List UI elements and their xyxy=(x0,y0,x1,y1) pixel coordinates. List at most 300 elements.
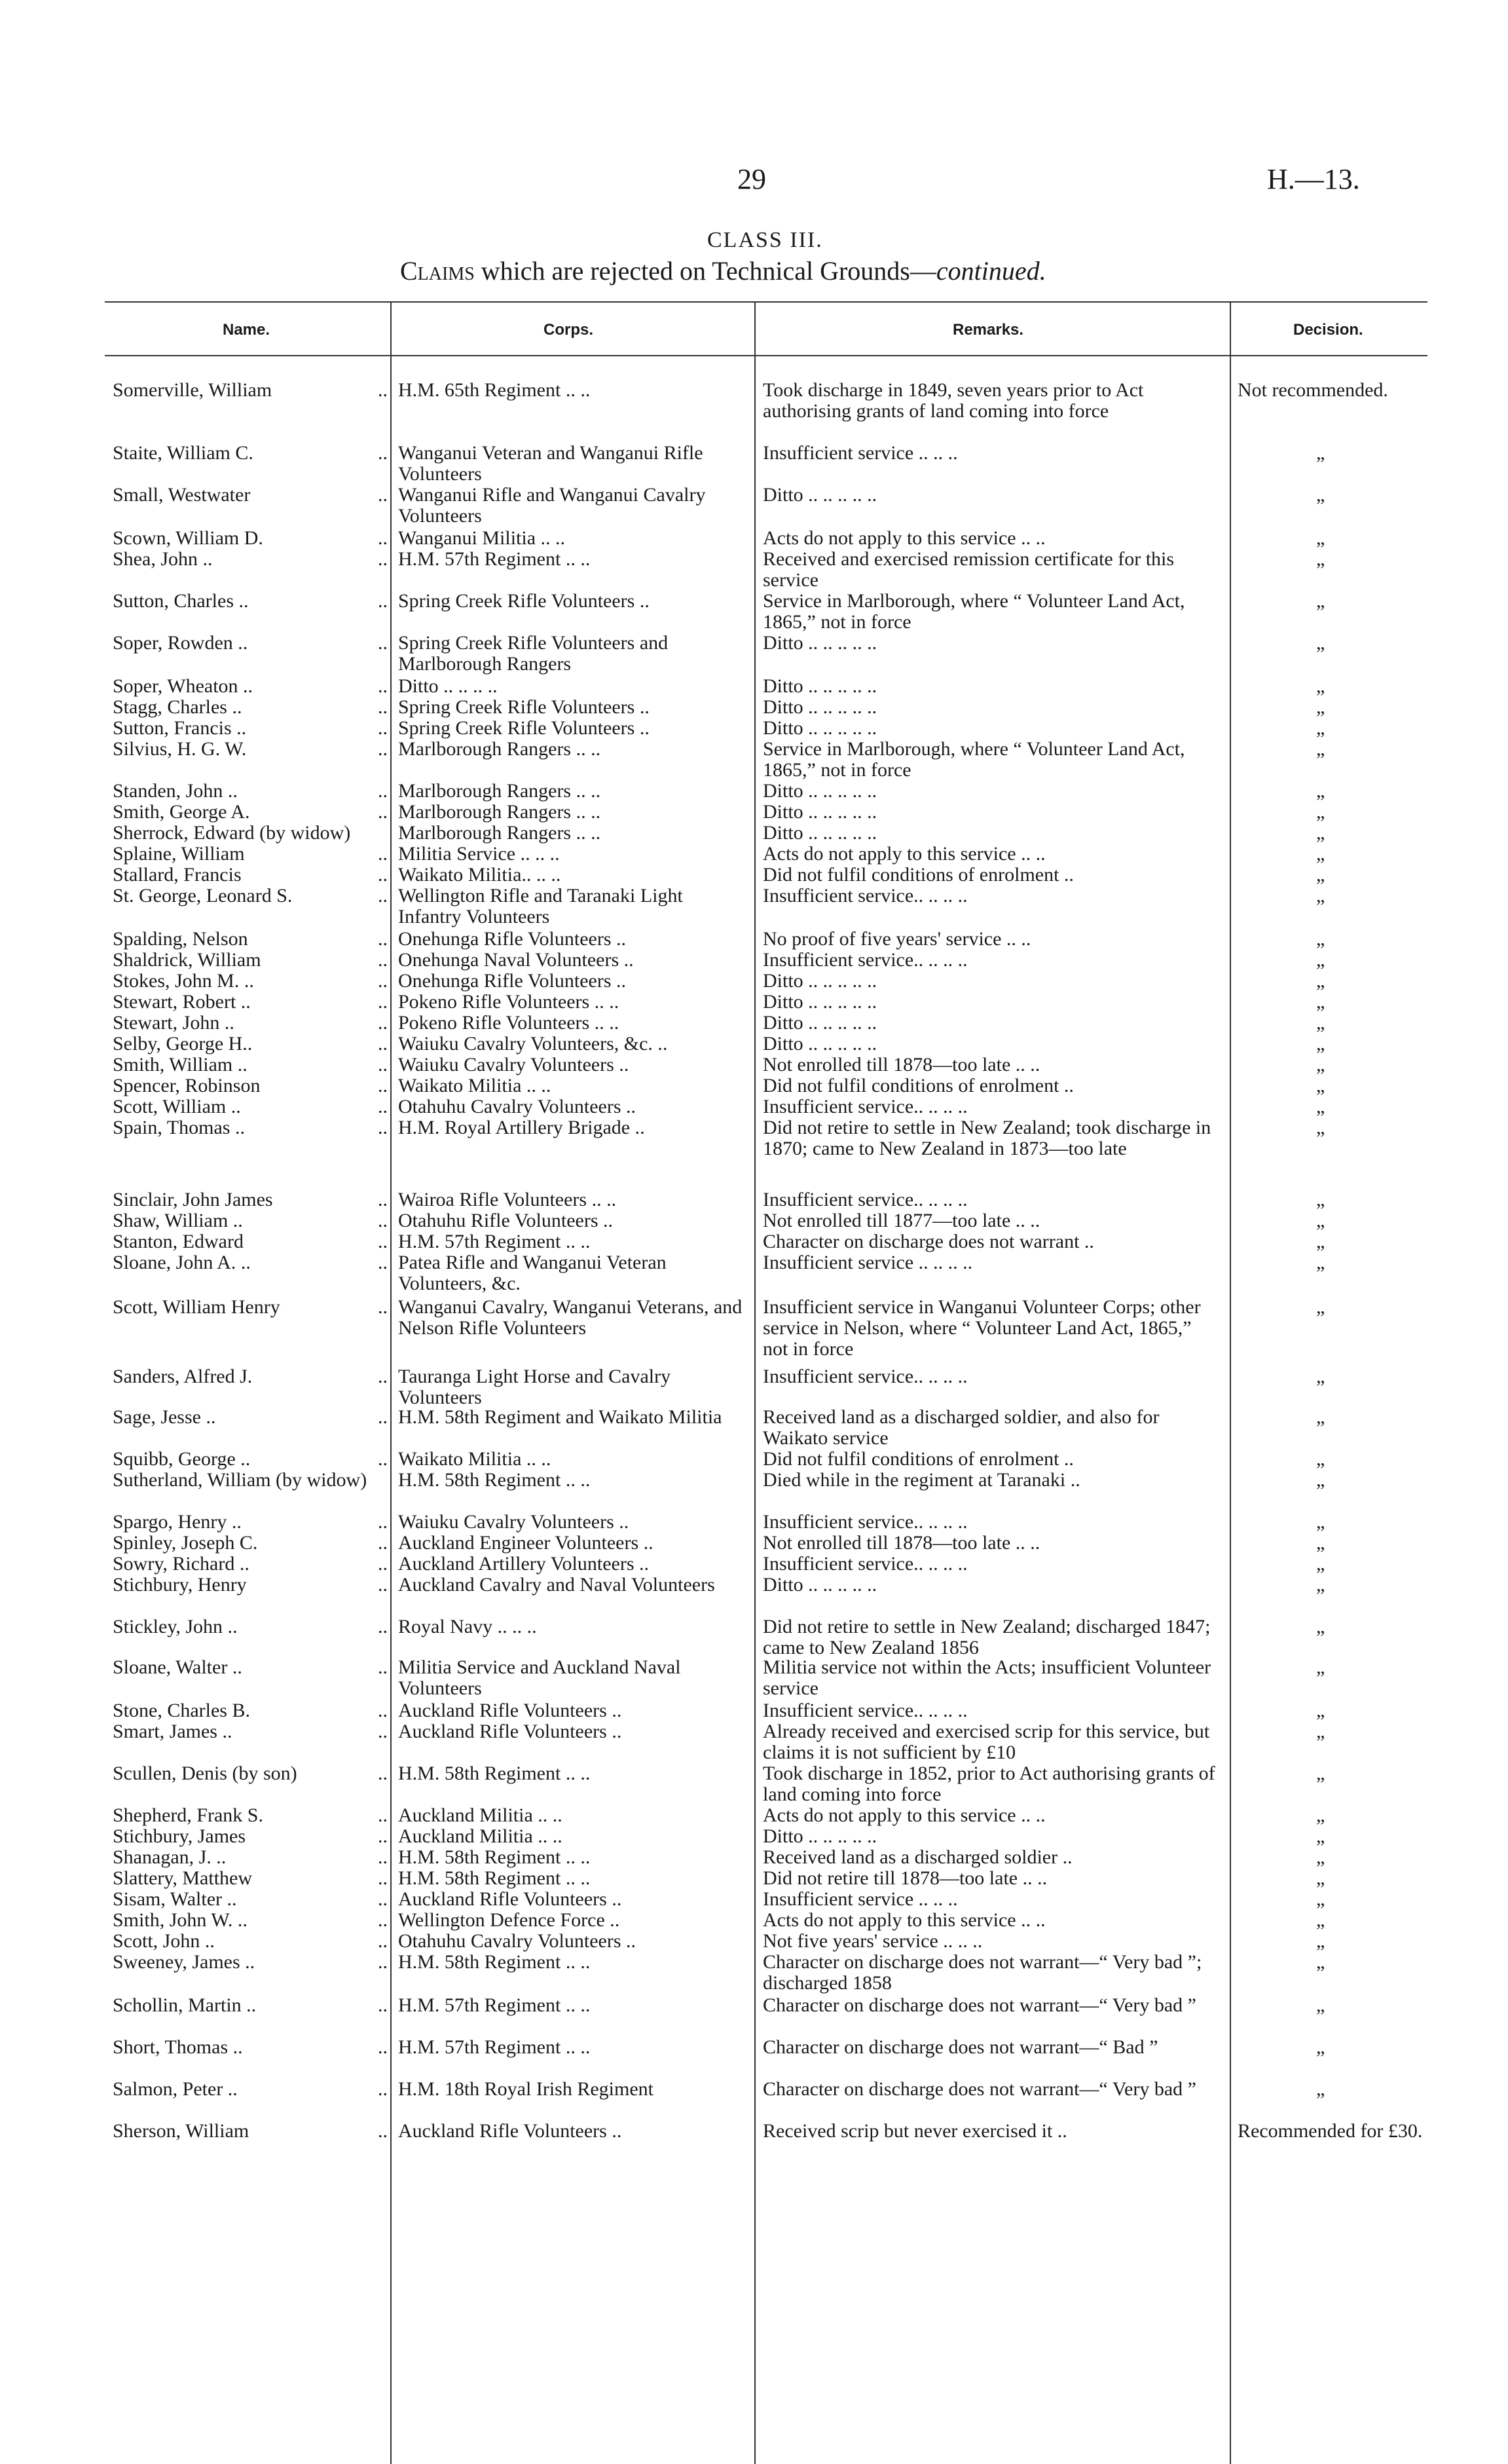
remarks-cell: Ditto .. .. .. .. .. xyxy=(763,717,877,739)
corps-cell: H.M. 57th Regiment .. .. xyxy=(398,548,591,570)
corps-cell: Onehunga Rifle Volunteers .. xyxy=(398,928,627,950)
decision-cell: „ xyxy=(1316,1994,1325,2016)
claimant-name-text: Shea, John .. xyxy=(113,549,213,570)
claimant-name xyxy=(113,1210,388,1231)
claimant-name xyxy=(113,1055,388,1075)
leader-dots: .. xyxy=(378,1210,388,1231)
leader-dots: .. xyxy=(378,1826,388,1847)
claimant-name xyxy=(113,865,388,886)
decision-cell: „ xyxy=(1316,1951,1325,1973)
claimant-name-text: Sloane, Walter .. xyxy=(113,1657,242,1678)
claimant-name xyxy=(113,1096,388,1117)
decision-cell: „ xyxy=(1316,442,1325,464)
claimant-name xyxy=(113,1763,388,1784)
leader-dots: .. xyxy=(378,1117,388,1138)
claimant-name-text: Stewart, John .. xyxy=(113,1013,234,1034)
header-top-rule xyxy=(105,301,1427,303)
corps-cell: Spring Creek Rifle Volunteers .. xyxy=(398,590,650,612)
remarks-cell: Did not fulfil conditions of enrolment .. xyxy=(763,1448,1074,1470)
remarks-cell: Received and exercised remission certificate for this service xyxy=(763,548,1175,591)
corps-cell: Otahuhu Cavalry Volunteers .. xyxy=(398,1096,636,1117)
claimant-name xyxy=(113,1575,388,1596)
leader-dots: .. xyxy=(378,1847,388,1868)
claimant-name-text: Scott, William .. xyxy=(113,1096,241,1117)
remarks-cell: Did not retire to settle in New Zealand; took discharge in 1870; came to New Zealand in 1873—too late xyxy=(763,1117,1211,1159)
remarks-cell: Service in Marlborough, where “ Volunteer Land Act, 1865,” not in force xyxy=(763,738,1185,781)
remarks-cell: Character on discharge does not warrant—“ Very bad ” xyxy=(763,1994,1196,2016)
leader-dots: .. xyxy=(378,1096,388,1117)
corps-cell: Wellington Defence Force .. xyxy=(398,1909,620,1931)
corps-cell: Marlborough Rangers .. .. xyxy=(398,822,601,844)
corps-cell: Waiuku Cavalry Volunteers .. xyxy=(398,1511,629,1533)
claimant-name-text: Squibb, George .. xyxy=(113,1449,251,1470)
leader-dots: .. xyxy=(378,1252,388,1273)
remarks-cell: Died while in the regiment at Taranaki .. xyxy=(763,1469,1080,1491)
claimant-name xyxy=(113,549,388,570)
leader-dots: .. xyxy=(378,718,388,739)
remarks-cell: Already received and exercised scrip for this service, but claims it is not sufficient by £10 xyxy=(763,1721,1210,1763)
remarks-cell: Insufficient service.. .. .. .. xyxy=(763,1096,968,1117)
leader-dots: .. xyxy=(378,1995,388,2016)
remarks-cell: No proof of five years' service .. .. xyxy=(763,928,1031,950)
claimant-name-text: Stewart, Robert .. xyxy=(113,992,251,1013)
decision-cell: „ xyxy=(1316,1930,1325,1952)
remarks-cell: Ditto .. .. .. .. .. xyxy=(763,1012,877,1034)
leader-dots: .. xyxy=(378,971,388,992)
leader-dots: .. xyxy=(378,1931,388,1952)
claimant-name-text: Shaw, William .. xyxy=(113,1210,243,1231)
decision-cell: „ xyxy=(1316,1656,1325,1678)
leader-dots: .. xyxy=(378,1297,388,1318)
remarks-cell: Insufficient service in Wanganui Volunteer Corps; other service in Nelson, where “ Volunteer Land Act, 1865,” not in force xyxy=(763,1296,1201,1360)
subtitle-smallcaps: Claims xyxy=(400,256,475,286)
decision-cell: „ xyxy=(1316,1448,1325,1470)
leader-dots: .. xyxy=(378,802,388,823)
corps-cell: Auckland Cavalry and Naval Volunteers xyxy=(398,1574,715,1596)
decision-cell: „ xyxy=(1316,484,1325,506)
claimant-name xyxy=(113,1826,388,1847)
claimant-name xyxy=(113,1013,388,1034)
decision-cell: „ xyxy=(1316,864,1325,886)
corps-cell: H.M. 58th Regiment .. .. xyxy=(398,1763,591,1784)
leader-dots: .. xyxy=(378,485,388,506)
claimant-name-text: Scown, William D. xyxy=(113,528,263,549)
leader-dots: .. xyxy=(378,528,388,549)
claimant-name-text: Stokes, John M. .. xyxy=(113,971,254,992)
leader-dots: .. xyxy=(378,380,388,401)
corps-cell: H.M. 57th Regiment .. .. xyxy=(398,1994,591,2016)
claimant-name-text: Sherrock, Edward (by widow) xyxy=(113,823,351,844)
claimant-name-text: Silvius, H. G. W. xyxy=(113,739,247,760)
claimant-name xyxy=(113,971,388,992)
decision-cell: „ xyxy=(1316,1096,1325,1117)
corps-cell: Marlborough Rangers .. .. xyxy=(398,738,601,760)
claimant-name-text: Selby, George H.. xyxy=(113,1034,253,1055)
remarks-cell: Character on discharge does not warrant—“ Very bad ” xyxy=(763,2078,1196,2100)
claimant-name xyxy=(113,844,388,865)
claimant-name xyxy=(113,992,388,1013)
claimant-name-text: Sisam, Walter .. xyxy=(113,1889,237,1910)
remarks-cell: Did not fulfil conditions of enrolment .. xyxy=(763,1075,1074,1096)
corps-cell: Royal Navy .. .. .. xyxy=(398,1616,537,1637)
corps-cell: Spring Creek Rifle Volunteers .. xyxy=(398,696,650,718)
claimant-name-text: Splaine, William xyxy=(113,844,245,865)
decision-cell: „ xyxy=(1316,1553,1325,1575)
decision-cell: „ xyxy=(1316,632,1325,654)
remarks-cell: Received land as a discharged soldier, and also for Waikato service xyxy=(763,1406,1160,1449)
claimant-name xyxy=(113,1657,388,1678)
claimant-name xyxy=(113,1868,388,1889)
decision-cell: „ xyxy=(1316,1888,1325,1910)
claimant-name-text: Soper, Rowden .. xyxy=(113,633,248,654)
claimant-name xyxy=(113,1910,388,1931)
corps-cell: Otahuhu Rifle Volunteers .. xyxy=(398,1210,614,1231)
claimant-name xyxy=(113,591,388,612)
leader-dots: .. xyxy=(378,1533,388,1554)
decision-cell: „ xyxy=(1316,675,1325,697)
remarks-cell: Took discharge in 1849, seven years prior to Act authorising grants of land coming into force xyxy=(763,379,1144,422)
claimant-name-text: Stone, Charles B. xyxy=(113,1700,250,1721)
leader-dots: .. xyxy=(378,1889,388,1910)
subtitle xyxy=(400,255,1046,286)
claimant-name xyxy=(113,950,388,971)
remarks-cell: Took discharge in 1852, prior to Act authorising grants of land coming into force xyxy=(763,1763,1215,1805)
leader-dots: .. xyxy=(378,1763,388,1784)
remarks-cell: Insufficient service .. .. .. .. xyxy=(763,1252,973,1273)
leader-dots: .. xyxy=(378,1721,388,1742)
remarks-cell: Insufficient service.. .. .. .. xyxy=(763,885,968,906)
remarks-cell: Ditto .. .. .. .. .. xyxy=(763,780,877,802)
remarks-cell: Acts do not apply to this service .. .. xyxy=(763,843,1046,865)
claimant-name xyxy=(113,929,388,950)
decision-cell: „ xyxy=(1316,1825,1325,1847)
claimant-name xyxy=(113,676,388,697)
decision-cell: „ xyxy=(1316,1469,1325,1491)
claimant-name xyxy=(113,697,388,718)
decision-cell: „ xyxy=(1316,1532,1325,1554)
claimant-name-text: St. George, Leonard S. xyxy=(113,886,293,906)
remarks-cell: Not enrolled till 1878—too late .. .. xyxy=(763,1532,1040,1554)
remarks-cell: Received land as a discharged soldier .. xyxy=(763,1846,1073,1868)
remarks-cell: Ditto .. .. .. .. .. xyxy=(763,484,877,506)
claimant-name-text: Shanagan, J. .. xyxy=(113,1847,227,1868)
leader-dots: .. xyxy=(378,781,388,802)
claimant-name-text: Sanders, Alfred J. xyxy=(113,1366,253,1387)
decision-cell: „ xyxy=(1316,1763,1325,1784)
corps-cell: H.M. 58th Regiment and Waikato Militia xyxy=(398,1406,722,1428)
remarks-cell: Insufficient service.. .. .. .. xyxy=(763,949,968,971)
corps-cell: H.M. 58th Regiment .. .. xyxy=(398,1951,591,1973)
remarks-cell: Ditto .. .. .. .. .. xyxy=(763,1825,877,1847)
claimant-name xyxy=(113,2121,388,2142)
claimant-name-text: Small, Westwater xyxy=(113,485,251,506)
claimant-name xyxy=(113,1231,388,1252)
decision-cell: „ xyxy=(1316,1721,1325,1742)
corps-cell: H.M. 65th Regiment .. .. xyxy=(398,379,591,401)
remarks-cell: Ditto .. .. .. .. .. xyxy=(763,696,877,718)
claimant-name xyxy=(113,823,388,844)
leader-dots: .. xyxy=(378,1512,388,1533)
corps-cell: Onehunga Rifle Volunteers .. xyxy=(398,970,627,992)
remarks-cell: Insufficient service.. .. .. .. xyxy=(763,1511,968,1533)
remarks-cell: Ditto .. .. .. .. .. xyxy=(763,801,877,823)
remarks-cell: Character on discharge does not warrant .. xyxy=(763,1231,1094,1252)
claimant-name xyxy=(113,1117,388,1138)
remarks-cell: Did not retire till 1878—too late .. .. xyxy=(763,1867,1048,1889)
claimant-name-text: Sinclair, John James xyxy=(113,1189,273,1210)
leader-dots: .. xyxy=(378,2079,388,2100)
decision-cell: „ xyxy=(1316,1366,1325,1387)
page-reference: H.—13. xyxy=(1267,163,1360,195)
claimant-name xyxy=(113,2037,388,2058)
class-title: CLASS III. xyxy=(707,228,823,252)
remarks-cell: Insufficient service.. .. .. .. xyxy=(763,1189,968,1210)
leader-dots: .. xyxy=(378,992,388,1013)
leader-dots: .. xyxy=(378,886,388,906)
claimant-name-text: Scott, William Henry xyxy=(113,1297,280,1318)
decision-cell: „ xyxy=(1316,1033,1325,1055)
claimant-name-text: Spalding, Nelson xyxy=(113,929,248,950)
decision-cell: „ xyxy=(1316,1210,1325,1231)
claimant-name xyxy=(113,1889,388,1910)
remarks-cell: Acts do not apply to this service .. .. xyxy=(763,1909,1046,1931)
decision-cell: „ xyxy=(1316,1700,1325,1721)
claimant-name-text: Sutton, Francis .. xyxy=(113,718,247,739)
corps-cell: Spring Creek Rifle Volunteers and Marlborough Rangers xyxy=(398,632,669,675)
corps-cell: H.M. 58th Regiment .. .. xyxy=(398,1867,591,1889)
corps-cell: Waiuku Cavalry Volunteers .. xyxy=(398,1054,629,1075)
claimant-name-text: Shaldrick, William xyxy=(113,950,261,971)
column-header-remarks: Remarks. xyxy=(953,321,1024,339)
corps-cell: Wanganui Rifle and Wanganui Cavalry Volunteers xyxy=(398,484,706,527)
claimant-name-text: Sutton, Charles .. xyxy=(113,591,249,612)
corps-cell: Auckland Engineer Volunteers .. xyxy=(398,1532,653,1554)
decision-cell: „ xyxy=(1316,1231,1325,1252)
remarks-cell: Ditto .. .. .. .. .. xyxy=(763,1574,877,1596)
decision-cell: „ xyxy=(1316,1909,1325,1931)
leader-dots: .. xyxy=(378,1055,388,1075)
decision-cell: „ xyxy=(1316,1252,1325,1273)
corps-cell: Militia Service .. .. .. xyxy=(398,843,560,865)
claimant-name-text: Staite, William C. xyxy=(113,443,253,464)
leader-dots: .. xyxy=(378,865,388,886)
leader-dots: .. xyxy=(378,1449,388,1470)
decision-cell: „ xyxy=(1316,1012,1325,1034)
decision-cell: „ xyxy=(1316,1616,1325,1637)
claimant-name-text: Stagg, Charles .. xyxy=(113,697,242,718)
corps-cell: Militia Service and Auckland Naval Volunteers xyxy=(398,1656,681,1699)
claimant-name-text: Stichbury, Henry xyxy=(113,1575,247,1596)
decision-cell: „ xyxy=(1316,1867,1325,1889)
decision-cell: „ xyxy=(1316,1054,1325,1075)
corps-cell: Auckland Artillery Volunteers .. xyxy=(398,1553,649,1575)
decision-cell: „ xyxy=(1316,970,1325,992)
claimant-name xyxy=(113,1407,388,1428)
remarks-cell: Not enrolled till 1877—too late .. .. xyxy=(763,1210,1040,1231)
corps-cell: Tauranga Light Horse and Cavalry Volunteers xyxy=(398,1366,671,1408)
leader-dots: .. xyxy=(378,1616,388,1637)
decision-cell: „ xyxy=(1316,801,1325,823)
decision-cell: „ xyxy=(1316,696,1325,718)
claimant-name xyxy=(113,1847,388,1868)
remarks-cell: Acts do not apply to this service .. .. xyxy=(763,1804,1046,1826)
claimant-name-text: Standen, John .. xyxy=(113,781,238,802)
leader-dots: .. xyxy=(378,1231,388,1252)
claimant-name-text: Spinley, Joseph C. xyxy=(113,1533,258,1554)
remarks-cell: Character on discharge does not warrant—“ Bad ” xyxy=(763,2036,1158,2058)
claimant-name-text: Shepherd, Frank S. xyxy=(113,1805,263,1826)
corps-cell: Waiuku Cavalry Volunteers, &c. .. xyxy=(398,1033,668,1055)
corps-cell: Wanganui Veteran and Wanganui Rifle Volunteers xyxy=(398,442,703,485)
corps-cell: H.M. 18th Royal Irish Regiment xyxy=(398,2078,653,2100)
decision-cell: „ xyxy=(1316,949,1325,971)
claimant-name xyxy=(113,1616,388,1637)
decision-cell: „ xyxy=(1316,738,1325,760)
claimant-name xyxy=(113,2079,388,2100)
decision-cell: „ xyxy=(1316,843,1325,865)
decision-cell: „ xyxy=(1316,2036,1325,2058)
remarks-cell: Did not fulfil conditions of enrolment .. xyxy=(763,864,1074,886)
corps-cell: Waikato Militia .. .. xyxy=(398,1448,551,1470)
corps-cell: Auckland Militia .. .. xyxy=(398,1825,562,1847)
remarks-cell: Received scrip but never exercised it .. xyxy=(763,2120,1067,2142)
claimant-name-text: Smith, John W. .. xyxy=(113,1910,248,1931)
remarks-cell: Insufficient service.. .. .. .. xyxy=(763,1700,968,1721)
decision-cell: „ xyxy=(1316,928,1325,950)
leader-dots: .. xyxy=(378,1189,388,1210)
leader-dots: .. xyxy=(378,1366,388,1387)
decision-cell: „ xyxy=(1316,1117,1325,1138)
claimant-name xyxy=(113,718,388,739)
leader-dots: .. xyxy=(378,1868,388,1889)
decision-cell: Not recommended. xyxy=(1238,379,1388,401)
claimant-name-text: Stallard, Francis xyxy=(113,865,242,886)
corps-cell: H.M. 58th Regiment .. .. xyxy=(398,1846,591,1868)
remarks-cell: Service in Marlborough, where “ Volunteer Land Act, 1865,” not in force xyxy=(763,590,1185,633)
leader-dots: .. xyxy=(378,1013,388,1034)
corps-cell: Marlborough Rangers .. .. xyxy=(398,801,601,823)
corps-cell: Auckland Rifle Volunteers .. xyxy=(398,1721,622,1742)
remarks-cell: Insufficient service.. .. .. .. xyxy=(763,1366,968,1387)
remarks-cell: Ditto .. .. .. .. .. xyxy=(763,632,877,654)
corps-cell: Ditto .. .. .. .. xyxy=(398,675,498,697)
leader-dots: .. xyxy=(378,1075,388,1096)
claimant-name xyxy=(113,1995,388,2016)
remarks-cell: Not enrolled till 1878—too late .. .. xyxy=(763,1054,1040,1075)
remarks-cell: Ditto .. .. .. .. .. xyxy=(763,991,877,1013)
claimant-name-text: Somerville, William xyxy=(113,380,272,401)
decision-cell: Recommended for £30. xyxy=(1238,2120,1423,2142)
claimant-name-text: Stanton, Edward xyxy=(113,1231,244,1252)
decision-cell: „ xyxy=(1316,1846,1325,1868)
leader-dots: .. xyxy=(378,697,388,718)
leader-dots: .. xyxy=(378,739,388,760)
leader-dots: .. xyxy=(378,929,388,950)
header-bottom-rule xyxy=(105,355,1427,356)
remarks-cell: Ditto .. .. .. .. .. xyxy=(763,822,877,844)
claimant-name xyxy=(113,1297,388,1318)
claimant-name xyxy=(113,1252,388,1273)
decision-cell: „ xyxy=(1316,717,1325,739)
decision-cell: „ xyxy=(1316,1804,1325,1826)
decision-cell: „ xyxy=(1316,2078,1325,2100)
claimant-name xyxy=(113,443,388,464)
claimant-name xyxy=(113,1512,388,1533)
claimant-name-text: Salmon, Peter .. xyxy=(113,2079,238,2100)
corps-cell: Otahuhu Cavalry Volunteers .. xyxy=(398,1930,636,1952)
claimant-name xyxy=(113,1931,388,1952)
claimant-name xyxy=(113,1952,388,1973)
column-divider xyxy=(1230,303,1231,2464)
decision-cell: „ xyxy=(1316,885,1325,906)
corps-cell: Auckland Rifle Volunteers .. xyxy=(398,2120,622,2142)
leader-dots: .. xyxy=(378,2121,388,2142)
decision-cell: „ xyxy=(1316,1511,1325,1533)
column-header-corps: Corps. xyxy=(543,321,594,339)
remarks-cell: Acts do not apply to this service .. .. xyxy=(763,527,1046,549)
column-header-name: Name. xyxy=(223,321,270,339)
remarks-cell: Character on discharge does not warrant—“ Very bad ”; discharged 1858 xyxy=(763,1951,1202,1994)
corps-cell: Spring Creek Rifle Volunteers .. xyxy=(398,717,650,739)
claimant-name xyxy=(113,1554,388,1575)
claimant-name xyxy=(113,1034,388,1055)
claimant-name xyxy=(113,633,388,654)
leader-dots: .. xyxy=(378,591,388,612)
corps-cell: Patea Rifle and Wanganui Veteran Volunteers, &c. xyxy=(398,1252,667,1294)
claimant-name xyxy=(113,1805,388,1826)
corps-cell: Waikato Militia .. .. xyxy=(398,1075,551,1096)
claimant-name-text: Spencer, Robinson xyxy=(113,1075,261,1096)
corps-cell: Wairoa Rifle Volunteers .. .. xyxy=(398,1189,617,1210)
page-number: 29 xyxy=(737,163,766,195)
corps-cell: H.M. 57th Regiment .. .. xyxy=(398,1231,591,1252)
leader-dots: .. xyxy=(378,549,388,570)
leader-dots: .. xyxy=(378,1805,388,1826)
column-divider xyxy=(390,303,392,2464)
corps-cell: Auckland Rifle Volunteers .. xyxy=(398,1888,622,1910)
leader-dots: .. xyxy=(378,1554,388,1575)
claimant-name xyxy=(113,380,388,401)
claimant-name xyxy=(113,802,388,823)
claimant-name-text: Smart, James .. xyxy=(113,1721,232,1742)
claimant-name-text: Short, Thomas .. xyxy=(113,2037,243,2058)
corps-cell: Pokeno Rifle Volunteers .. .. xyxy=(398,1012,619,1034)
leader-dots: .. xyxy=(378,633,388,654)
remarks-cell: Ditto .. .. .. .. .. xyxy=(763,1033,877,1055)
decision-cell: „ xyxy=(1316,590,1325,612)
corps-cell: Waikato Militia.. .. .. xyxy=(398,864,561,886)
remarks-cell: Militia service not within the Acts; insufficient Volunteer service xyxy=(763,1656,1211,1699)
corps-cell: H.M. Royal Artillery Brigade .. xyxy=(398,1117,645,1138)
column-header-decision: Decision. xyxy=(1293,321,1363,339)
claimant-name-text: Sweeney, James .. xyxy=(113,1952,255,1973)
claimant-name-text: Spain, Thomas .. xyxy=(113,1117,245,1138)
leader-dots: .. xyxy=(378,844,388,865)
column-divider xyxy=(754,303,756,2464)
subtitle-italic: continued. xyxy=(936,256,1046,286)
remarks-cell: Ditto .. .. .. .. .. xyxy=(763,675,877,697)
decision-cell: „ xyxy=(1316,822,1325,844)
decision-cell: „ xyxy=(1316,1574,1325,1596)
claimant-name xyxy=(113,739,388,760)
corps-cell: Wanganui Militia .. .. xyxy=(398,527,566,549)
subtitle-mid: which are rejected on Technical Grounds— xyxy=(481,256,936,286)
claimant-name-text: Sutherland, William (by widow) xyxy=(113,1470,367,1491)
remarks-cell: Insufficient service .. .. .. xyxy=(763,442,958,464)
decision-cell: „ xyxy=(1316,1189,1325,1210)
remarks-cell: Insufficient service .. .. .. xyxy=(763,1888,958,1910)
decision-cell: „ xyxy=(1316,1296,1325,1318)
